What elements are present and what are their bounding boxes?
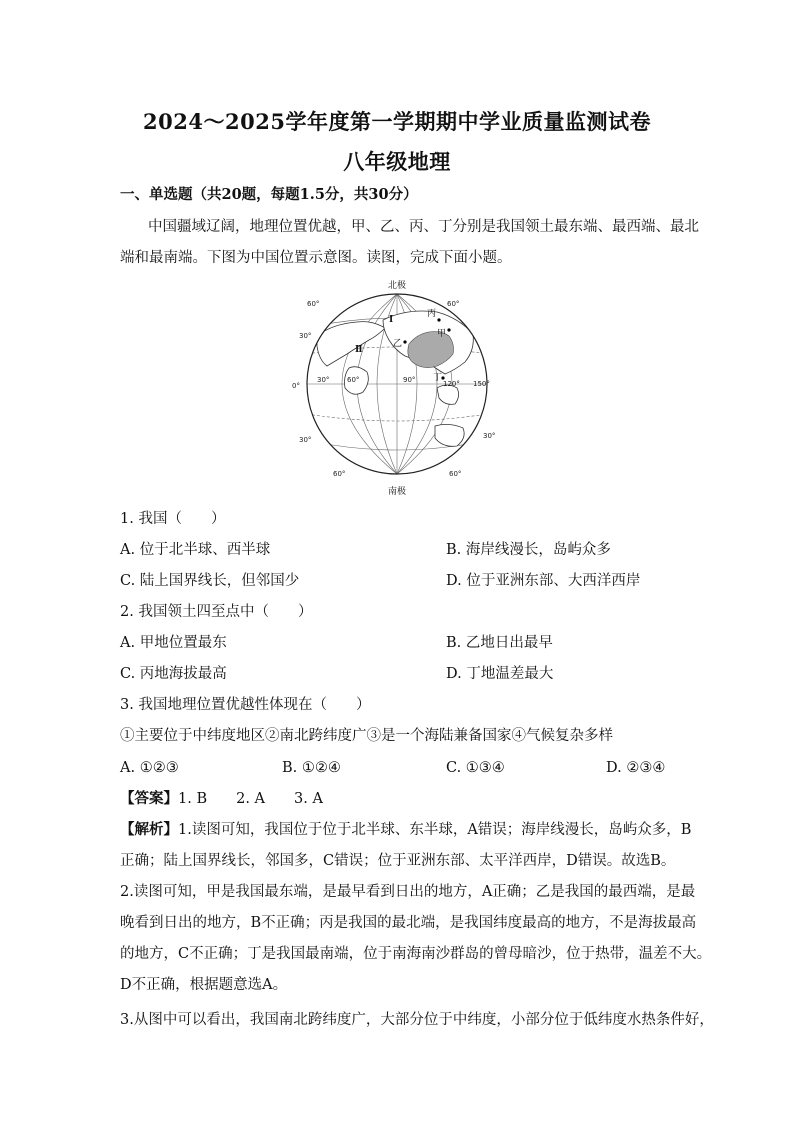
lat-60n-left-label: 60° <box>307 300 320 308</box>
point-yi-label: 乙 <box>393 339 403 349</box>
question-3-option-a[interactable]: A. ①②③ <box>120 760 179 776</box>
question-3-stem: 3. 我国地理位置优越性体现在（ ） <box>120 697 371 713</box>
lat-30s-right-label: 30° <box>483 432 496 440</box>
lat-60s-right-label: 60° <box>449 470 462 478</box>
question-2-stem: 2. 我国领土四至点中（ ） <box>120 604 313 620</box>
point-bing <box>437 318 440 321</box>
lat-60n-right-label: 60° <box>447 300 460 308</box>
analysis-line-7: 3.从图中可以看出，我国南北跨纬度广，大部分位于中纬度，小部分位于低纬度水热条件好， <box>120 1012 714 1028</box>
lat-0-label: 0° <box>292 382 300 390</box>
point-yi <box>403 340 406 343</box>
answer-text: 1. B 2. A 3. A <box>178 791 323 807</box>
question-1-option-d[interactable]: D. 位于亚洲东部、大西洋西岸 <box>446 573 641 589</box>
intro-line-1: 中国疆域辽阔，地理位置优越，甲、乙、丙、丁分别是我国领土最东端、最西端、最北 <box>148 219 699 235</box>
lon-150-label: 150° <box>473 380 490 388</box>
exam-subtitle: 八年级地理 <box>343 149 451 174</box>
lat-60s-left-label: 60° <box>333 470 346 478</box>
intro-line-2: 端和最南端。下图为中国位置示意图。读图，完成下面小题。 <box>120 250 512 266</box>
analysis-label: 【解析】 <box>120 821 178 838</box>
point-bing-label: 丙 <box>427 309 437 319</box>
point-ding-label: 丁 <box>433 373 443 383</box>
question-2-option-c[interactable]: C. 丙地海拔最高 <box>120 666 227 682</box>
question-3-option-d[interactable]: D. ②③④ <box>606 760 666 776</box>
question-1-option-c[interactable]: C. 陆上国界线长，但邻国少 <box>120 573 300 589</box>
question-2-option-a[interactable]: A. 甲地位置最东 <box>120 635 227 651</box>
analysis-line-4: 晚看到日出的地方，B不正确；丙是我国的最北端，是我国纬度最高的地方，不是海拔最高 <box>120 915 697 931</box>
analysis-text-1: 1.读图可知，我国位于位于北半球、东半球，A错误；海岸线漫长，岛屿众多，B <box>178 822 692 838</box>
question-2-option-d[interactable]: D. 丁地温差最大 <box>446 666 554 682</box>
north-pole-label: 北极 <box>387 281 407 291</box>
lon-30-label: 30° <box>317 376 330 384</box>
question-1-option-b[interactable]: B. 海岸线漫长，岛屿众多 <box>446 542 611 558</box>
analysis-line-6: D不正确，根据题意选A。 <box>120 977 288 993</box>
question-3-option-b[interactable]: B. ①②④ <box>282 760 341 776</box>
analysis-line-3: 2.读图可知，甲是我国最东端，是最早看到日出的地方，A正确；乙是我国的最西端，是最 <box>120 884 696 900</box>
exam-title: 2024〜2025学年度第一学期期中学业质量监测试卷 <box>143 109 651 134</box>
lon-120-label: 120° <box>443 380 460 388</box>
answer-line <box>120 790 323 808</box>
question-3-option-c[interactable]: C. ①③④ <box>446 760 505 776</box>
lat-30n-label: 30° <box>299 332 312 340</box>
section-heading: 一、单选题（共20题，每题1.5分，共30分） <box>120 186 418 203</box>
question-3-statement: ①主要位于中纬度地区②南北跨纬度广③是一个海陆兼备国家④气候复杂多样 <box>120 728 613 744</box>
globe-graticule <box>307 294 487 474</box>
marker-roman-1: Ⅰ <box>389 315 394 325</box>
marker-roman-2: Ⅱ <box>355 345 363 355</box>
china-location-globe-figure <box>292 276 497 498</box>
point-jia-label: 甲 <box>437 329 447 339</box>
question-1-option-a[interactable]: A. 位于北半球、西半球 <box>120 542 271 558</box>
analysis-line-1 <box>120 821 691 839</box>
question-1-stem: 1. 我国（ ） <box>120 511 226 527</box>
lon-90-label: 90° <box>403 376 416 384</box>
analysis-line-2: 正确；陆上国界线长，邻国多，C错误；位于亚洲东部、太平洋西岸，D错误。故选B。 <box>120 853 676 869</box>
question-2-option-b[interactable]: B. 乙地日出最早 <box>446 635 553 651</box>
lat-30s-label: 30° <box>299 436 312 444</box>
south-pole-label: 南极 <box>387 487 407 497</box>
analysis-line-5: 的地方，C不正确；丁是我国最南端，位于南海南沙群岛的曾母暗沙，位于热带，温差不大。 <box>120 946 712 962</box>
answer-label: 【答案】 <box>120 790 178 807</box>
point-jia <box>447 328 450 331</box>
lon-60-label: 60° <box>347 376 360 384</box>
